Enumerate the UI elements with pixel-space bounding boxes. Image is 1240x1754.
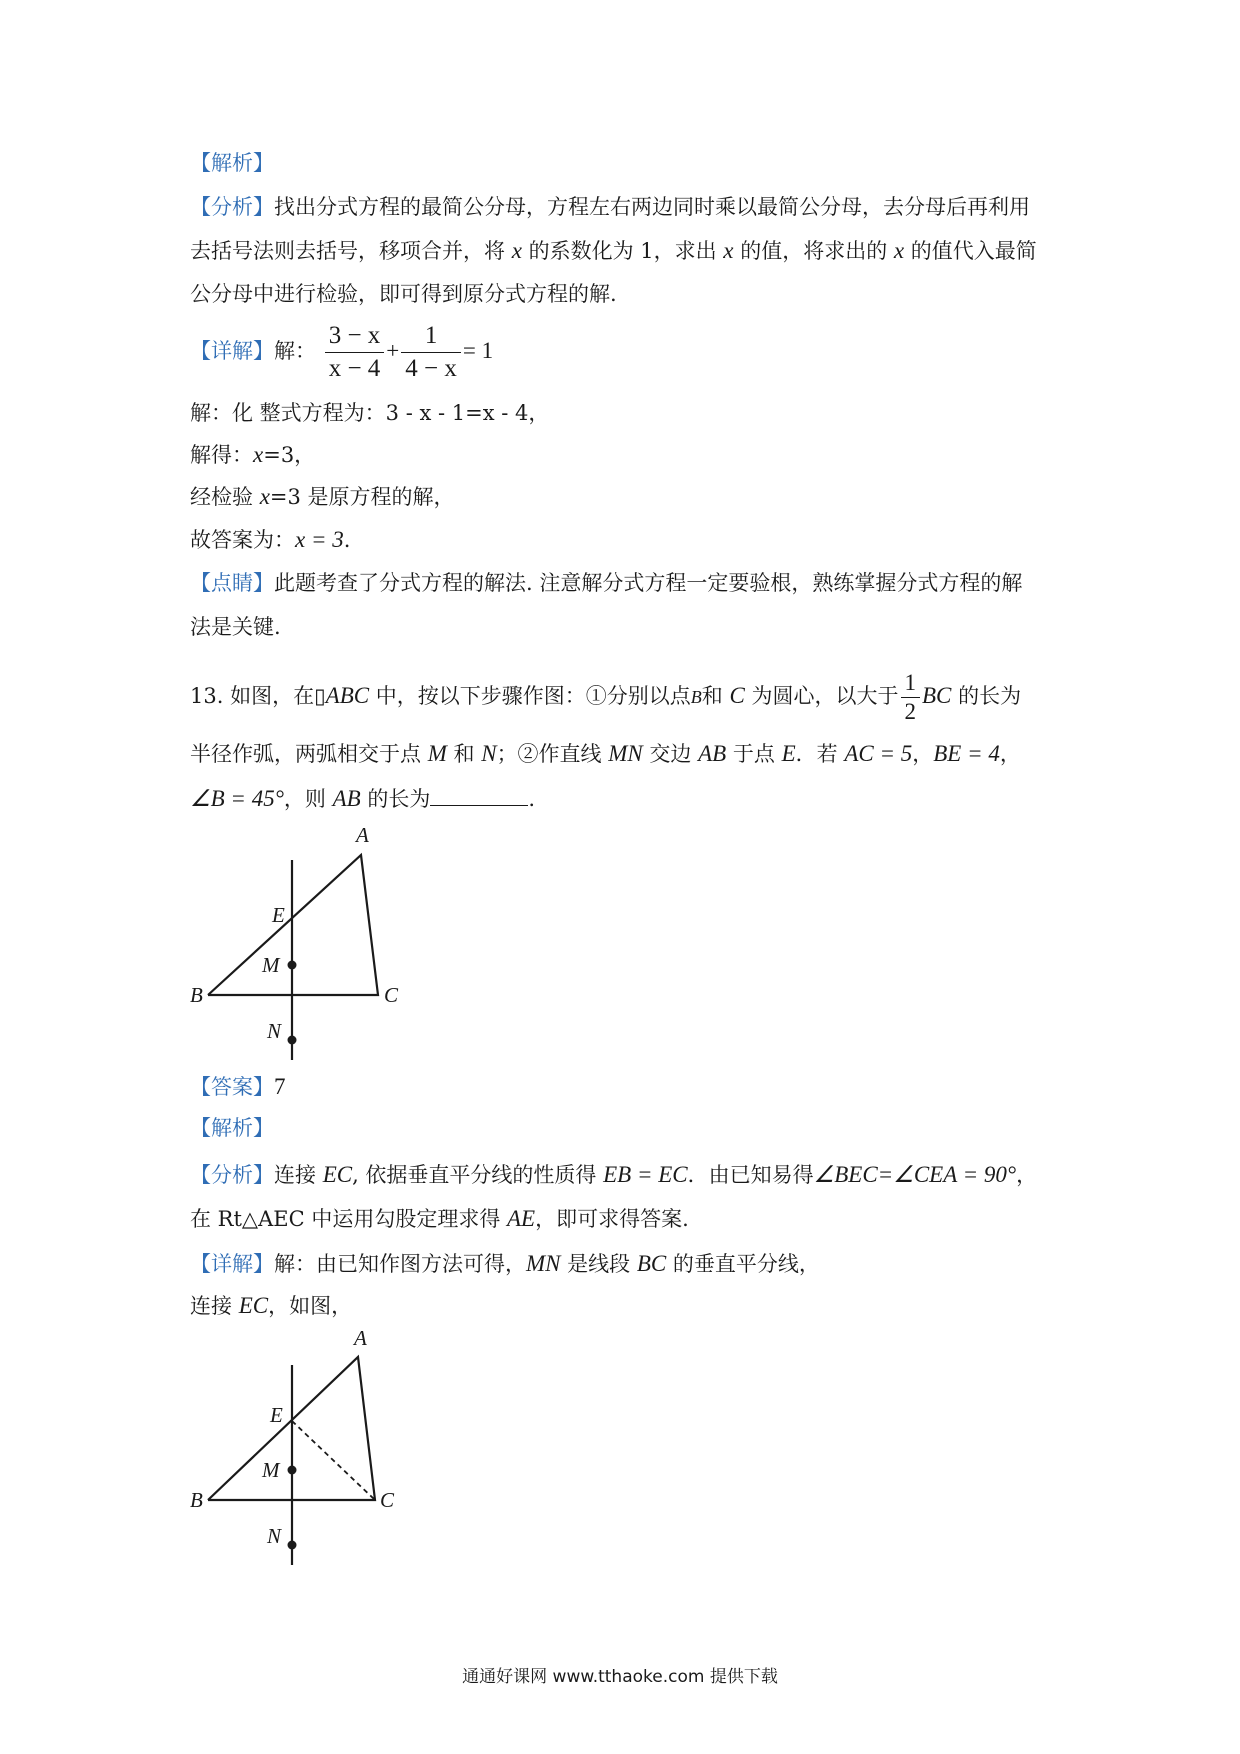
step-1: 解：化 整式方程为：3 - x - 1=x - 4， (190, 401, 550, 425)
label-c-2: C (380, 1488, 395, 1512)
label-a-2: A (354, 1326, 367, 1350)
analysis-line-2: 去括号法则去括号，移项合并，将 x 的系数化为 1，求出 x 的值，将求出的 x 的值代入最简 (190, 238, 1037, 263)
label-e: E (272, 903, 285, 927)
remark-line-1: 【点睛】此题考查了分式方程的解法. 注意解分式方程一定要验根，熟练掌握分式方程的解 (190, 571, 1023, 595)
q13-detail-line-1: 【详解】解：由已知作图方法可得，MN 是线段 BC 的垂直平分线， (190, 1251, 820, 1276)
q13-detail-line-2: 连接 EC，如图， (190, 1293, 353, 1318)
detail-equation: 【详解】解： $\frac{3 - x}{x - 4}$ + $\frac{1}{4 - x}$ = 1 (190, 322, 494, 382)
jiexi-tag: 【解析】 (190, 151, 274, 175)
analysis-line-3: 公分母中进行检验，即可得到原分式方程的解. (190, 282, 617, 306)
label-a: A (356, 823, 369, 847)
point-n (288, 1036, 297, 1045)
point-n-2 (288, 1541, 297, 1550)
answer-line: 【答案】7 (190, 1074, 286, 1099)
step-2: 解得：x=3， (190, 442, 316, 467)
step-3: 经检验 x=3 是原方程的解， (190, 484, 455, 509)
step-4: 故答案为：x = 3. (190, 527, 351, 552)
fraction-2: $\frac{1}{4 - x}$ (401, 322, 461, 383)
remark-line-2: 法是关键. (190, 615, 281, 639)
fraction-1: $\frac{3 - x}{x - 4}$ (325, 322, 385, 383)
question-13-line-2: 半径作弧，两弧相交于点 M 和 N；②作直线 MN 交边 AB 于点 E．若 AC = 5，BE = 4， (190, 741, 1021, 766)
label-e-2: E (270, 1403, 283, 1427)
analysis-line-1: 【分析】找出分式方程的最简公分母，方程左右两边同时乘以最简公分母，去分母后再利用 (190, 195, 1030, 219)
segment-ec (292, 1421, 375, 1500)
q13-analysis-line-2: 在 Rt△AEC 中运用勾股定理求得 AE，即可求得答案. (190, 1206, 689, 1231)
triangle-figure-1 (180, 820, 440, 1065)
q13-analysis-line-1: 【分析】连接 EC, 依据垂直平分线的性质得 EB = EC．由已知易得∠BEC=∠CEA = 90°， (190, 1162, 1038, 1187)
page-footer: 通通好课网 www.tthaoke.com 提供下载 (462, 1667, 778, 1687)
point-m (288, 961, 297, 970)
label-c: C (384, 983, 399, 1007)
label-m: M (262, 953, 280, 977)
question-13-line-3: ∠B = 45°，则 AB 的长为 . (190, 783, 535, 814)
point-m-2 (288, 1466, 297, 1475)
question-13-line-1: 13. 如图，在▯ABC 中，按以下步骤作图：①分别以点B和 C 为圆心，以大于 $\frac{1}{2}$ BC 的长为 (190, 670, 1022, 724)
half-fraction: $\frac{1}{2}$ (901, 671, 921, 724)
label-b: B (190, 983, 203, 1007)
label-m-2: M (262, 1458, 280, 1482)
label-n-2: N (267, 1524, 282, 1548)
jiexi-tag-2: 【解析】 (190, 1116, 274, 1140)
label-n: N (267, 1019, 282, 1043)
triangle-figure-2 (180, 1325, 440, 1570)
label-b-2: B (190, 1488, 203, 1512)
answer-blank (430, 783, 528, 806)
